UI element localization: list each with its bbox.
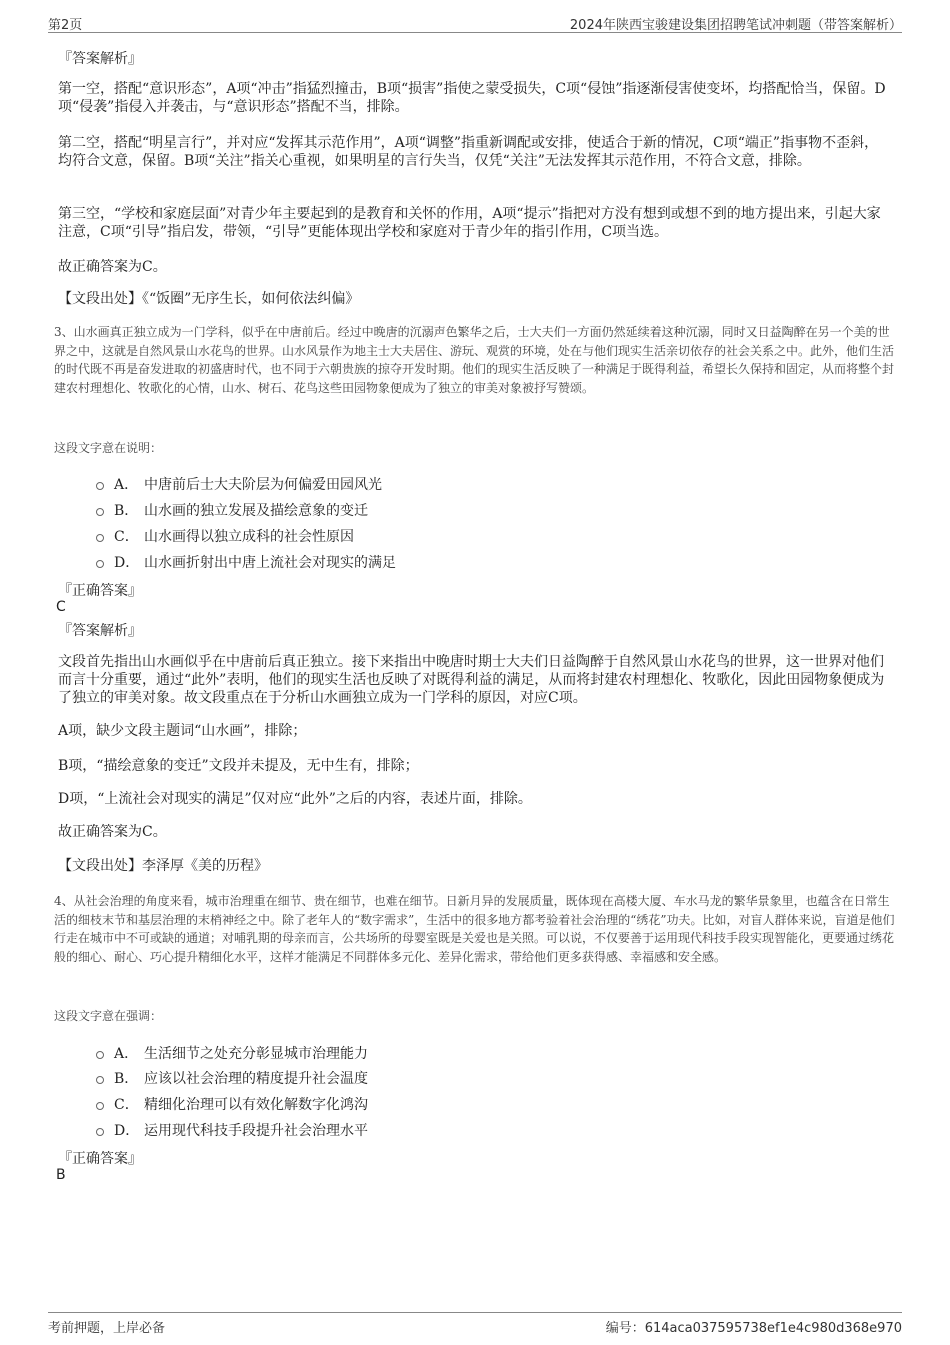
analysis-paragraph: 第二空，搭配“明星言行”，并对应“发挥其示范作用”，A项“调整”指重新调配或安排，使适合于新的情况，C项“端正”指事物不歪斜，均符合文意，保留。B项“关注”指关心重视，如果明星的言行失当，仅凭“关注”无法发挥其示范作用，不符合文意，排除。 (58, 135, 879, 169)
option-b[interactable] (96, 500, 368, 520)
option-key: A． (114, 1046, 139, 1062)
analysis-paragraph: 第三空，“学校和家庭层面”对青少年主要起到的是教育和关怀的作用，A项“提示”指把对方没有想到或想不到的地方提出来，引起大家注意，C项“引导”指启发，带领，“引导”更能体现出学校和家庭对于青少年的指引作用，C项当选。 (58, 206, 881, 240)
analysis-paragraph: D项，“上流社会对现实的满足”仅对应“此外”之后的内容，表述片面，排除。 (58, 791, 532, 807)
option-text: 运用现代科技手段提升社会治理水平 (144, 1123, 368, 1139)
option-d[interactable] (96, 552, 396, 572)
option-key: B． (114, 503, 139, 519)
option-text: 山水画折射出中唐上流社会对现实的满足 (144, 555, 396, 571)
correct-answer-label: 『正确答案』 (58, 1151, 142, 1167)
option-text: 山水画得以独立成科的社会性原因 (144, 529, 354, 545)
passage-source: 【文段出处】李泽厚《美的历程》 (58, 858, 268, 874)
analysis-paragraph: 第一空，搭配“意识形态”，A项“冲击”指猛烈撞击，B项“损害”指使之蒙受损失，C项“侵蚀”指逐渐侵害使变坏，均搭配恰当，保留。D项“侵袭”指侵入并袭击，与“意识形态”搭配不当，排除。 (58, 81, 886, 115)
option-key: B． (114, 1071, 139, 1087)
question-stem: 这段文字意在强调： (54, 1009, 163, 1023)
option-key: A． (114, 477, 139, 493)
radio-icon[interactable] (96, 1102, 104, 1110)
analysis-paragraph: A项，缺少文段主题词“山水画”，排除； (58, 723, 307, 739)
option-text: 生活细节之处充分彰显城市治理能力 (144, 1046, 368, 1062)
document-code: 编号：614aca037595738ef1e4c980d368e970 (605, 1321, 902, 1336)
radio-icon[interactable] (96, 482, 104, 490)
option-b[interactable] (96, 1068, 368, 1088)
footer-slogan: 考前押题，上岸必备 (48, 1321, 166, 1336)
option-text: 应该以社会治理的精度提升社会温度 (144, 1071, 368, 1087)
option-d[interactable] (96, 1120, 368, 1140)
question-stem: 这段文字意在说明： (54, 441, 163, 455)
option-c[interactable] (96, 1094, 368, 1114)
page-number: 第2页 (48, 18, 83, 33)
analysis-conclusion: 故正确答案为C。 (58, 824, 167, 840)
radio-icon[interactable] (96, 534, 104, 542)
option-a[interactable] (96, 474, 382, 494)
analysis-conclusion: 故正确答案为C。 (58, 259, 167, 275)
page-header (48, 12, 902, 33)
radio-icon[interactable] (96, 560, 104, 568)
option-text: 山水画的独立发展及描绘意象的变迁 (144, 503, 368, 519)
correct-answer: B (56, 1167, 66, 1183)
radio-icon[interactable] (96, 1076, 104, 1084)
option-key: C． (114, 1097, 139, 1113)
option-text: 精细化治理可以有效化解数字化鸿沟 (144, 1097, 368, 1113)
answer-analysis-label: 『答案解析』 (58, 623, 142, 639)
answer-analysis-label: 『答案解析』 (58, 51, 142, 67)
option-a[interactable] (96, 1043, 368, 1063)
passage-source: 【文段出处】《“饭圈”无序生长，如何依法纠偏》 (58, 291, 360, 307)
radio-icon[interactable] (96, 1051, 104, 1059)
analysis-paragraph: 文段首先指出山水画似乎在中唐前后真正独立。接下来指出中晚唐时期士大夫们日益陶醉于自然风景山水花鸟的世界，这一世界对他们而言十分重要，通过“此外”表明，他们的现实生活也反映了对既得利益的满足，从而将封建农村理想化、牧歌化，因此田园物象便成为了独立的审美对象。故文段重点在于分析山水画独立成为一门学科的原因，对应C项。 (58, 654, 885, 706)
document-title: 2024年陕西宝骏建设集团招聘笔试冲刺题（带答案解析） (569, 18, 902, 33)
option-c[interactable] (96, 526, 354, 546)
analysis-paragraph: B项，“描绘意象的变迁”文段并未提及，无中生有，排除； (58, 758, 419, 774)
option-text: 中唐前后士大夫阶层为何偏爱田园风光 (144, 477, 382, 493)
question-text: 3、山水画真正独立成为一门学科，似乎在中唐前后。经过中晚唐的沉溺声色繁华之后，士大夫们一方面仍然延续着这种沉溺，同时又日益陶醉在另一个美的世界之中，这就是自然风景山水花鸟的世界。山水风景作为地主士大夫居住、游玩、观赏的环境，处在与他们现实生活亲切依存的社会关系之中。此外，他们生活的时代既不再是奋发进取的初盛唐时代，也不同于六朝贵族的掠夺开发时期。他们的现实生活反映了一种满足于既得利益，希望长久保持和固定，从而将整个封建农村理想化、牧歌化的心情，山水、树石、花鸟这些田园物象便成为了独立的审美对象被抒写赞颂。 (54, 325, 895, 395)
radio-icon[interactable] (96, 1128, 104, 1136)
option-key: D． (114, 1123, 140, 1139)
correct-answer-label: 『正确答案』 (58, 583, 142, 599)
radio-icon[interactable] (96, 508, 104, 516)
option-key: C． (114, 529, 139, 545)
page-footer (48, 1312, 902, 1336)
correct-answer: C (56, 599, 66, 615)
option-key: D． (114, 555, 140, 571)
question-text: 4、从社会治理的角度来看，城市治理重在细节、贵在细节，也难在细节。日新月异的发展质量，既体现在高楼大厦、车水马龙的繁华景象里，也蕴含在日常生活的细枝末节和基层治理的末梢神经之中。除了老年人的“数字需求”，生活中的很多地方都考验着社会治理的“绣花”功夫。比如，对盲人群体来说，盲道是他们行走在城市中不可或缺的通道；对哺乳期的母亲而言，公共场所的母婴室既是关爱也是关照。可以说，不仅要善于运用现代科技手段实现智能化，更要通过绣花般的细心、耐心、巧心提升精细化水平，这样才能满足不同群体多元化、差异化需求，带给他们更多获得感、幸福感和安全感。 (54, 894, 895, 964)
